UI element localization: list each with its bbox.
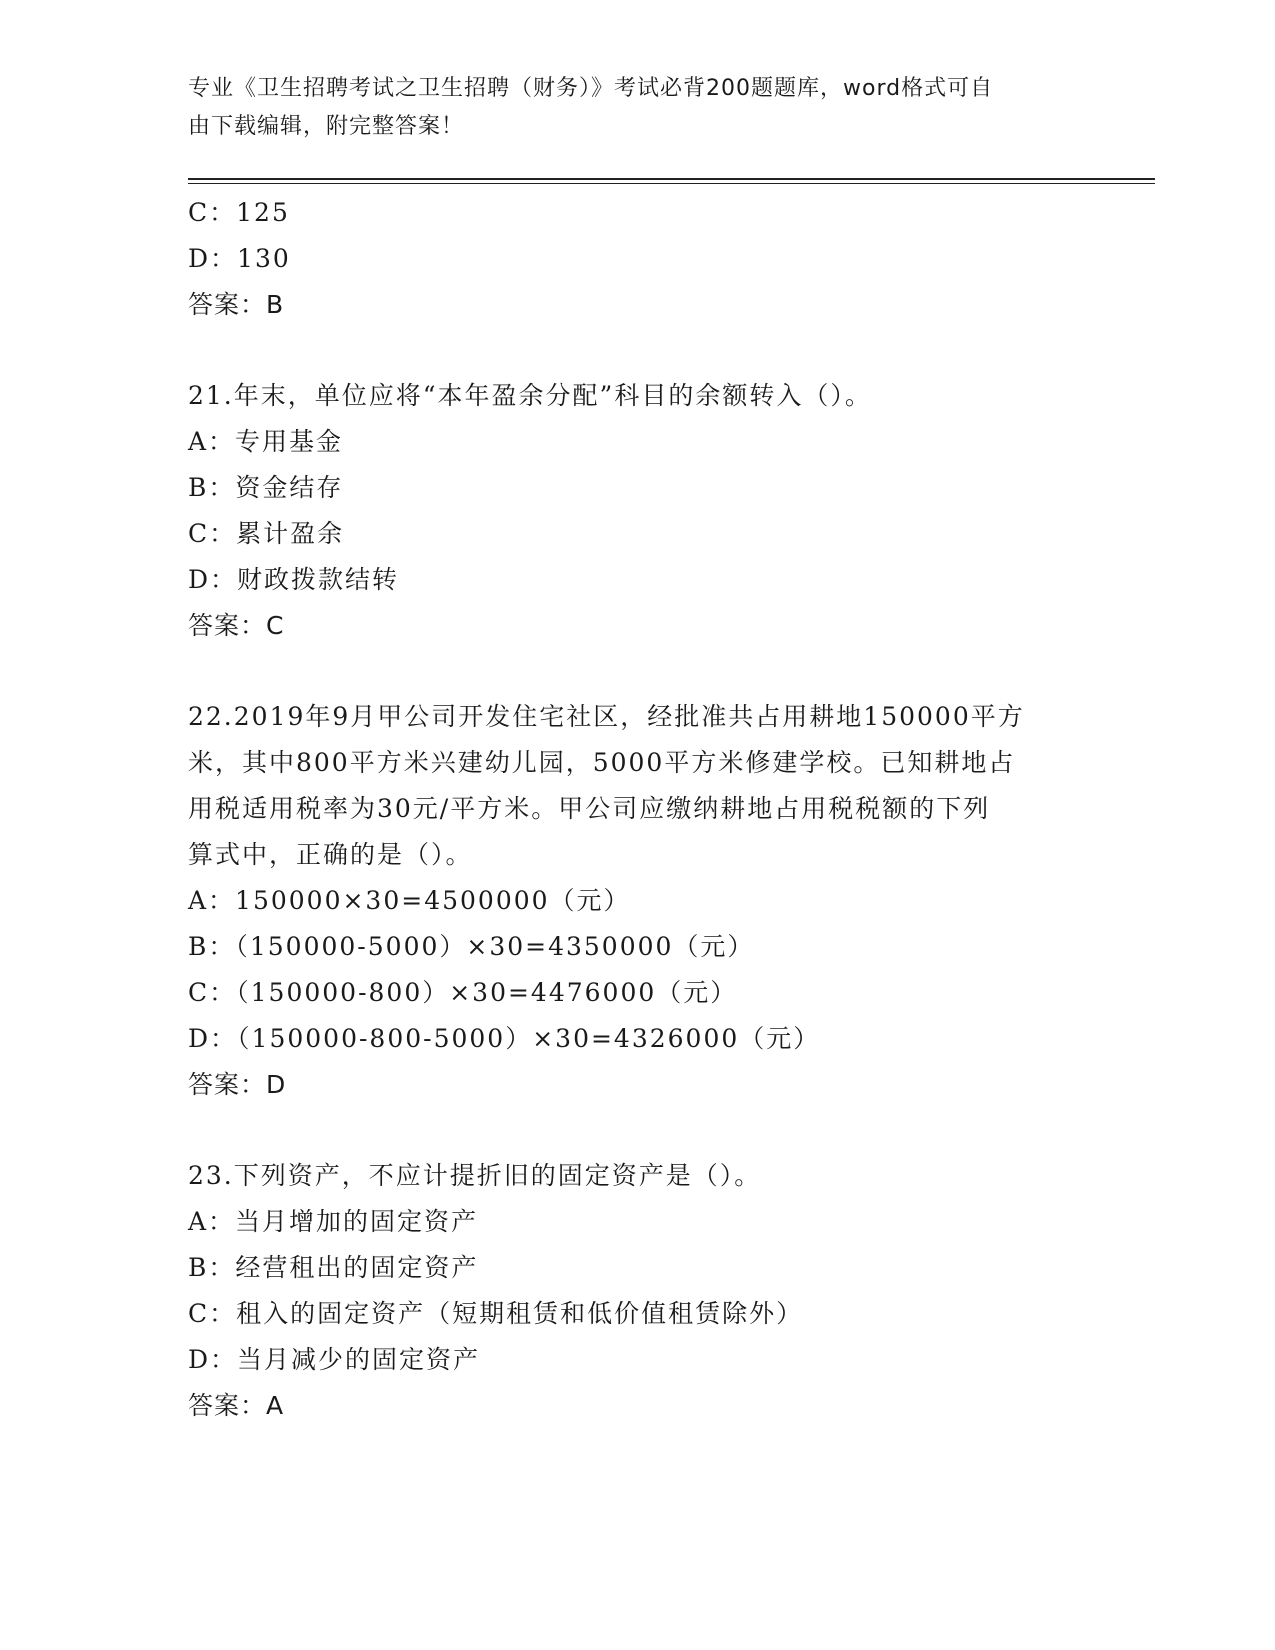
option-b: B：资金结存 [188, 473, 344, 502]
header-divider-thin [188, 183, 1155, 184]
page-header [188, 70, 1068, 146]
question-stem: 21.年末，单位应将“本年盈余分配”科目的余额转入（）。 [188, 381, 872, 410]
option-b: B：（150000-5000）×30=4350000（元） [188, 932, 755, 961]
question-stem-line-3: 用税适用税率为30元/平方米。甲公司应缴纳耕地占用税税额的下列 [188, 794, 991, 823]
answer-line: 答案：D [188, 1070, 287, 1099]
option-c: C：租入的固定资产（短期租赁和低价值租赁除外） [188, 1299, 804, 1328]
header-line-2: 由下载编辑，附完整答案！ [188, 114, 465, 139]
answer-line: 答案：A [188, 1391, 285, 1420]
option-d: D：（150000-800-5000）×30=4326000（元） [188, 1024, 821, 1053]
question-stem-line-1: 22.2019年9月甲公司开发住宅社区，经批准共占用耕地150000平方 [188, 702, 1025, 731]
option-a: A：专用基金 [188, 427, 344, 456]
answer-line: 答案：B [188, 290, 285, 319]
option-a: A：当月增加的固定资产 [188, 1207, 479, 1236]
header-divider-thick [188, 178, 1155, 180]
option-d: D：130 [188, 244, 291, 273]
option-a: A：150000×30=4500000（元） [188, 886, 631, 915]
question-23 [188, 1153, 1088, 1429]
option-b: B：经营租出的固定资产 [188, 1253, 479, 1282]
question-stem: 23.下列资产，不应计提折旧的固定资产是（）。 [188, 1161, 762, 1190]
question-21 [188, 373, 1088, 649]
option-c: C：累计盈余 [188, 519, 345, 548]
option-d: D：财政拨款结转 [188, 565, 400, 594]
question-content [188, 190, 1088, 1429]
answer-line: 答案：C [188, 611, 285, 640]
header-line-1: 专业《卫生招聘考试之卫生招聘（财务）》考试必背200题题库，word格式可自 [188, 76, 994, 101]
option-c: C：（150000-800）×30=4476000（元） [188, 978, 738, 1007]
question-stem-line-4: 算式中，正确的是（）。 [188, 840, 473, 869]
question-22 [188, 694, 1088, 1108]
question-stem-line-2: 米，其中800平方米兴建幼儿园，5000平方米修建学校。已知耕地占 [188, 748, 1016, 777]
question-20-tail [188, 190, 1088, 328]
option-c: C：125 [188, 198, 290, 227]
option-d: D：当月减少的固定资产 [188, 1345, 481, 1374]
